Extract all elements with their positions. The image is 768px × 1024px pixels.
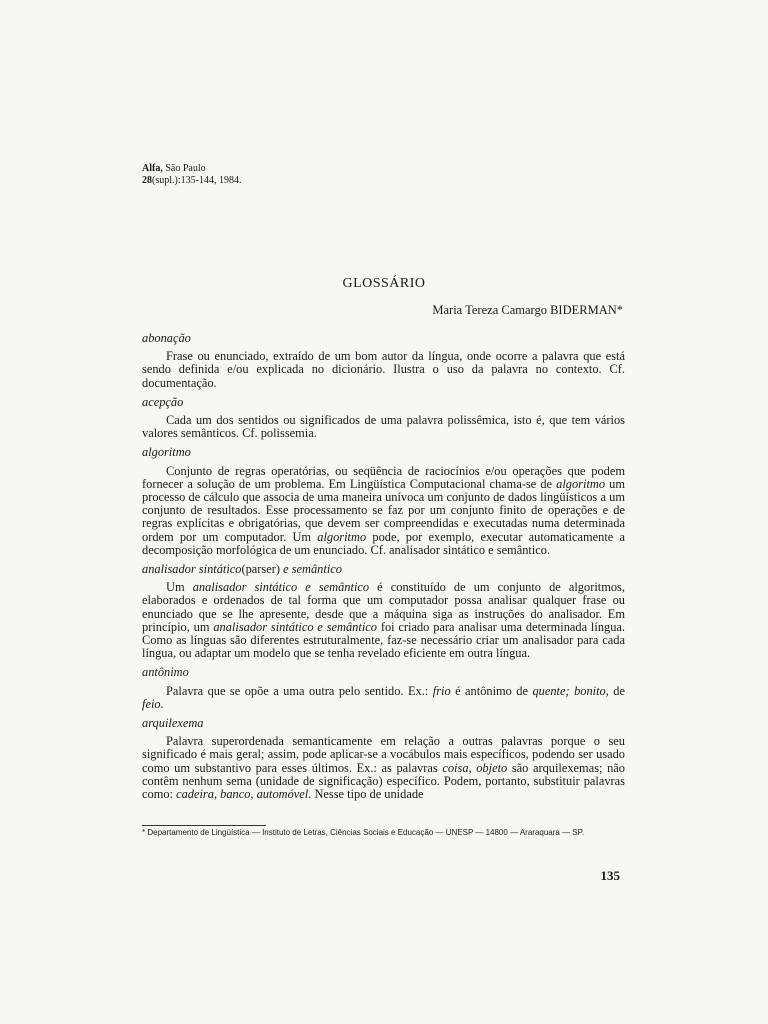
glossary-term: analisador sintático(parser) e semântico [142,562,342,577]
glossary-definition: Um analisador sintático e semântico é constituído de um conjunto de algoritmos, elaborados e ordenados de tal forma que um computador possa analisar qualquer frase ou enunciado que se lhe apresente, desde que a máquina siga as instruções do analisador. Em princípio, um analisador sintático e semântico foi criado para analisar uma determinada língua. Como as línguas são diferentes estruturalmente, faz-se necessário criar um analisador para cada língua, ou adaptar um modelo que se tenha revelado eficiente em outra língua. [142,580,626,661]
page-title: GLOSSÁRIO [342,276,426,291]
journal-volume: 28 [142,175,152,186]
glossary-body [142,330,625,807]
glossary-definition: Palavra que se opõe a uma outra pelo sentido. Ex.: frio é antônimo de quente; bonito, de feio. [142,683,625,711]
glossary-term: antônimo [142,665,189,680]
journal-citation [142,163,241,187]
glossary-term: algoritmo [142,445,191,460]
footnote: * Departamento de Lingüística — Instituto de Letras, Ciências Sociais e Educação — UNESP — 14800 — Araraquara — SP. [142,828,585,837]
journal-name: Alfa, [142,163,163,174]
glossary-definition: Frase ou enunciado, extraído de um bom autor da língua, onde ocorre a palavra que está sendo definida e/ou explicada no dicionário. Ilustra o uso da palavra no contexto. Cf. documentação. [142,349,625,390]
glossary-definition: Conjunto de regras operatórias, ou seqüência de raciocínios e/ou operações que podem fornecer a solução de um problema. Em Lingüística Computacional chama-se de algoritmo um processo de cálculo que associa de uma maneira unívoca um conjunto de dados lingüísticos a um conjunto de resultados. Esse processamento se faz por um conjunto finito de operações e de regras explícitas e obrigatórias, que devem ser compreendidas e executadas numa determinada ordem por um computador. Um algoritmo pode, por exemplo, executar automaticamente a decomposição morfológica de um enunciado. Cf. analisador sintático e semântico. [142,463,625,557]
glossary-term: acepção [142,394,184,409]
page-number: 135 [600,868,620,883]
journal-city: São Paulo [165,163,206,174]
glossary-definition: Palavra superordenada semanticamente em relação a outras palavras porque o seu significado é mais geral; assim, pode aplicar-se a vocábulos mais específicos, podendo ser usado como um substantivo para esses últimos. Ex.: as palavras coisa, objeto são arquilexemas; não contêm nenhum sema (unidade de significação) específico. Podem, portanto, substituir palavras como: cadeira, banco, automóvel. Nesse tipo de unidade [142,734,625,802]
glossary-term: abonação [142,331,191,345]
author-name: Maria Tereza Camargo BIDERMAN* [432,303,623,317]
footnote-divider [142,825,266,826]
glossary-definition: Cada um dos sentidos ou significados de uma palavra polissêmica, isto é, que tem vários valores semânticos. Cf. polissemia. [142,413,625,441]
glossary-term: arquilexema [142,716,204,731]
journal-pages: (supl.):135-144, 1984. [152,175,242,186]
